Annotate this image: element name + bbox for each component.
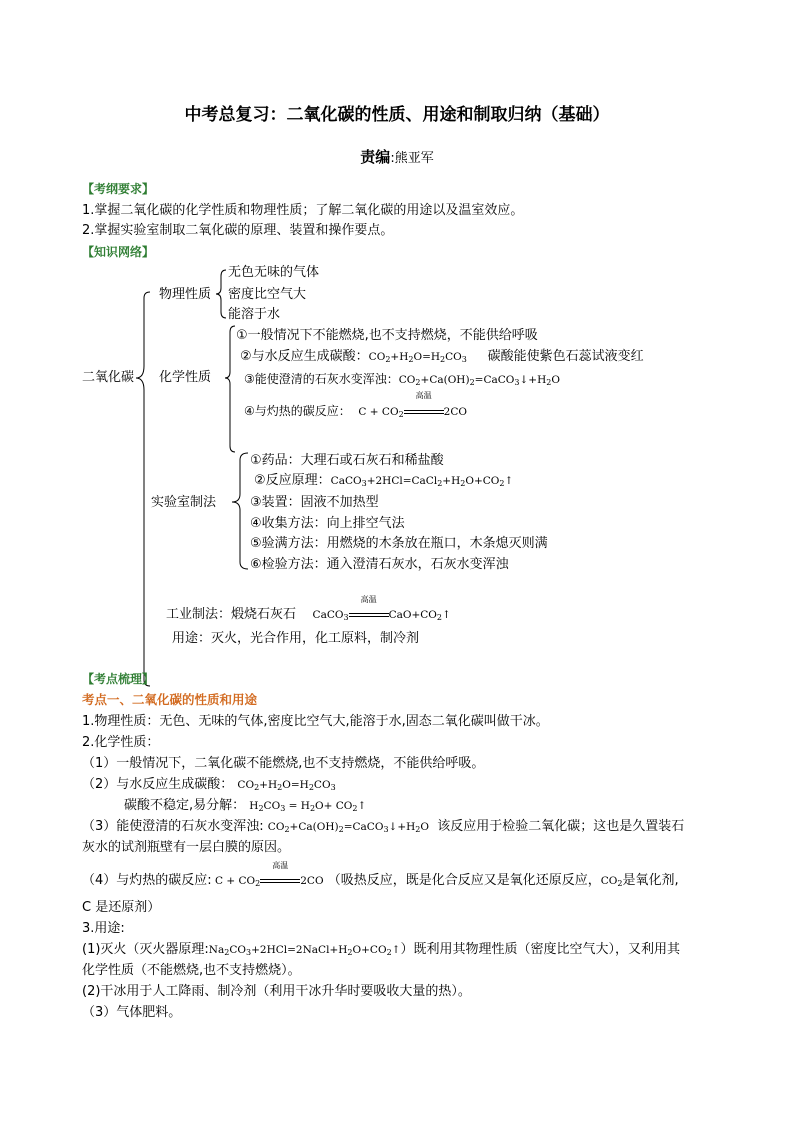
lab-item-3: ③装置：固液不加热型 bbox=[250, 495, 379, 510]
chemical-item-2: ②与水反应生成碳酸：$CO_2+H_2O=H_2CO_3$ 碳酸能使紫色石蕊试液变红 bbox=[240, 349, 644, 364]
editor-name: :熊亚军 bbox=[390, 151, 434, 166]
lab-item-1: ①药品：大理石或石灰石和稀盐酸 bbox=[250, 453, 444, 468]
point-p2d-line2: C 是还原剂） bbox=[82, 900, 161, 915]
section-requirements: 【考纲要求】 bbox=[82, 182, 155, 196]
point-p2c: （3）能使澄清的石灰水变浑浊: $CO_2+Ca(OH)_2=CaCO_3↓+H_2O$ 该反应用于检验二氧化碳；这也是久置装石 bbox=[82, 819, 685, 834]
section-network: 【知识网络】 bbox=[82, 245, 155, 259]
chemical-item-3: ③能使澄清的石灰水变浑浊：$CO_2+Ca(OH)_2=CaCO_3↓+H_2O$ bbox=[244, 372, 560, 387]
lab-item-2: ②反应原理：$CaCO_3+2HCl=CaCl_2+H_2O+CO_2↑$ bbox=[254, 473, 514, 488]
point-p2c-line2: 灰水的试剂瓶壁有一层白膜的原因。 bbox=[82, 840, 291, 855]
requirement-1: 1.掌握二氧化碳的化学性质和物理性质；了解二氧化碳的用途以及温室效应。 bbox=[82, 203, 524, 218]
section-points: 【考点梳理】 bbox=[82, 672, 155, 686]
point-p2a: （1）一般情况下，二氧化碳不能燃烧,也不支持燃烧，不能供给呼吸。 bbox=[82, 756, 485, 771]
page-title: 中考总复习：二氧化碳的性质、用途和制取归纳（基础） bbox=[184, 105, 610, 125]
requirement-2: 2.掌握实验室制取二氧化碳的原理、装置和操作要点。 bbox=[82, 223, 394, 238]
point-p3a: (1)灭火（灭火器原理$:Na_2CO_3+2HCl=2NaCl+H_2O+CO_2↑$）既利用其物理性质（密度比空气大），又利用其 bbox=[82, 942, 680, 957]
lab-item-5: ⑤验满方法：用燃烧的木条放在瓶口，木条熄灭则满 bbox=[250, 536, 548, 551]
tree-uses: 用途：灭火，光合作用，化工原料，制冷剂 bbox=[172, 631, 420, 646]
tree-chemical-label: 化学性质 bbox=[159, 370, 212, 385]
point-p2b: （2）与水反应生成碳酸： $CO_2+H_2O=H_2CO_3$ bbox=[82, 777, 336, 792]
tree-physical-label: 物理性质 bbox=[159, 287, 212, 302]
point-p2: 2.化学性质： bbox=[82, 735, 160, 750]
tree-root: 二氧化碳 bbox=[82, 370, 135, 385]
physical-item-1: 无色无味的气体 bbox=[228, 265, 320, 280]
point-heading: 考点一、二氧化碳的性质和用途 bbox=[82, 692, 258, 707]
point-p2b2: 碳酸不稳定,易分解： $H_2CO_3 = H_2O+$ $CO_2↑$ bbox=[124, 798, 367, 813]
point-p3: 3.用途: bbox=[82, 921, 125, 936]
lab-item-6: ⑥检验方法：通入澄清石灰水，石灰水变浑浊 bbox=[250, 557, 509, 572]
point-p3c: （3）气体肥料。 bbox=[82, 1005, 182, 1020]
point-p3a-line2: 化学性质（不能燃烧,也不支持燃烧）。 bbox=[82, 963, 301, 978]
physical-item-3: 能溶于水 bbox=[228, 307, 281, 322]
physical-item-2: 密度比空气大 bbox=[228, 287, 307, 302]
tree-industrial: 工业制法：煅烧石灰石 CaCO$_3$ 高温 $CaO+CO_2↑$ bbox=[166, 595, 451, 622]
chemical-item-4: ④与灼热的碳反应： $C + CO_2$ 高温 2CO bbox=[244, 391, 467, 419]
editor-label: 责编 bbox=[360, 148, 391, 166]
chemical-item-1: ①一般情况下不能燃烧,也不支持燃烧，不能供给呼吸 bbox=[236, 328, 538, 343]
point-p1: 1.物理性质：无色、无味的气体,密度比空气大,能溶于水,固态二氧化碳叫做干冰。 bbox=[82, 714, 549, 729]
lab-item-4: ④收集方法：向上排空气法 bbox=[250, 516, 405, 531]
point-p3b: (2)干冰用于人工降雨、制冷剂（利用干冰升华时要吸收大量的热）。 bbox=[82, 984, 471, 999]
point-p2d: （4）与灼热的碳反应: $C + CO_2$ 高温 2CO （吸热反应，既是化合反应又是氧化还原反应，$CO_2$是氧化剂, bbox=[82, 861, 679, 888]
tree-lab-label: 实验室制法 bbox=[151, 495, 217, 510]
